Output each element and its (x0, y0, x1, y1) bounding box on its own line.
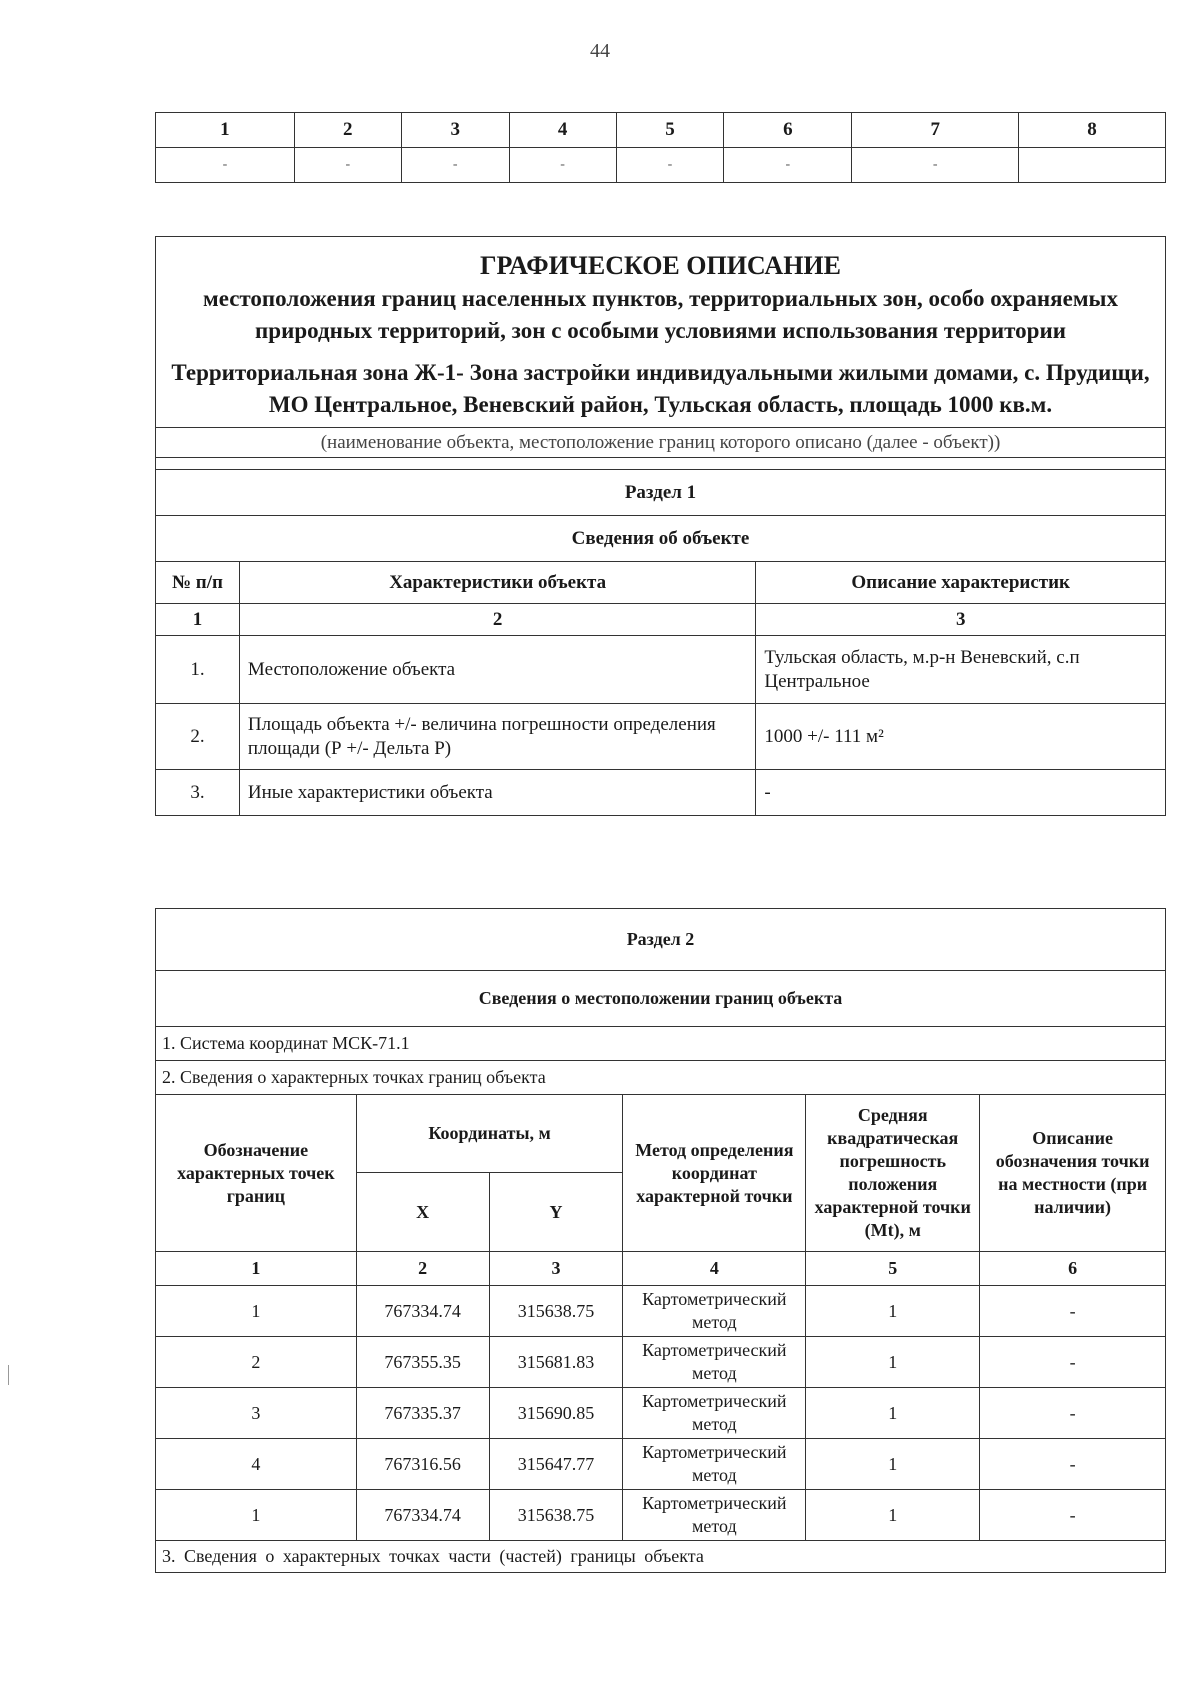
header-cell: 6 (724, 113, 852, 148)
header-cell: 4 (509, 113, 616, 148)
point-y: 315647.77 (489, 1439, 623, 1490)
column-number: 4 (623, 1252, 806, 1286)
header-cell: 5 (616, 113, 724, 148)
row-characteristic: Местоположение объекта (239, 636, 755, 704)
point-desc: - (980, 1337, 1166, 1388)
column-number: 2 (239, 604, 755, 636)
continuation-table (155, 112, 1166, 183)
parts-heading: 3. Сведения о характерных точках части (частей) границы объекта (156, 1541, 1166, 1573)
point-id: 2 (156, 1337, 357, 1388)
value-cell (1019, 148, 1166, 183)
scan-margin-mark (8, 1365, 9, 1385)
point-mt: 1 (806, 1388, 980, 1439)
column-header-description: Описание характеристик (756, 562, 1166, 604)
point-y: 315638.75 (489, 1490, 623, 1541)
continuation-header-row (156, 113, 1166, 148)
row-description: Тульская область, м.р-н Веневский, с.п Центральное (756, 636, 1166, 704)
point-row (156, 1337, 1166, 1388)
value-cell: - (401, 148, 509, 183)
point-y: 315638.75 (489, 1286, 623, 1337)
continuation-value-row (156, 148, 1166, 183)
document-title-block (156, 237, 1166, 428)
row-number: 3. (156, 770, 240, 816)
point-method: Картометрический метод (623, 1439, 806, 1490)
column-header-coords: Координаты, м (356, 1095, 623, 1173)
column-header-number: № п/п (156, 562, 240, 604)
column-number: 6 (980, 1252, 1166, 1286)
value-cell: - (156, 148, 295, 183)
section-2-table (155, 908, 1166, 1573)
point-method: Картометрический метод (623, 1490, 806, 1541)
value-cell: - (294, 148, 401, 183)
value-cell: - (852, 148, 1019, 183)
column-number: 2 (356, 1252, 489, 1286)
section-1-title: Раздел 1 (156, 470, 1166, 516)
value-cell: - (509, 148, 616, 183)
point-x: 767316.56 (356, 1439, 489, 1490)
value-cell: - (724, 148, 852, 183)
header-cell: 8 (1019, 113, 1166, 148)
point-mt: 1 (806, 1490, 980, 1541)
column-number: 1 (156, 604, 240, 636)
column-number-row (156, 1252, 1166, 1286)
point-y: 315681.83 (489, 1337, 623, 1388)
points-heading: 2. Сведения о характерных точках границ объекта (156, 1061, 1166, 1095)
point-row (156, 1286, 1166, 1337)
section-1-table (155, 236, 1166, 816)
point-desc: - (980, 1388, 1166, 1439)
point-id: 4 (156, 1439, 357, 1490)
spacer (156, 458, 1166, 470)
point-method: Картометрический метод (623, 1388, 806, 1439)
point-method: Картометрический метод (623, 1286, 806, 1337)
point-id: 1 (156, 1286, 357, 1337)
column-header-description: Описание обозначения точки на местности (при наличии) (980, 1095, 1166, 1252)
point-mt: 1 (806, 1337, 980, 1388)
point-x: 767355.35 (356, 1337, 489, 1388)
row-description: 1000 +/- 111 м² (756, 704, 1166, 770)
column-number: 1 (156, 1252, 357, 1286)
column-number-row (156, 604, 1166, 636)
column-header-accuracy: Средняя квадратическая погрешность положения характерной точки (Mt), м (806, 1095, 980, 1252)
point-row (156, 1388, 1166, 1439)
point-x: 767334.74 (356, 1490, 489, 1541)
header-cell: 7 (852, 113, 1019, 148)
point-desc: - (980, 1286, 1166, 1337)
point-x: 767335.37 (356, 1388, 489, 1439)
point-y: 315690.85 (489, 1388, 623, 1439)
header-cell: 2 (294, 113, 401, 148)
object-name: Территориальная зона Ж-1- Зона застройки индивидуальными жилыми домами, с. Прудищи, МО Центральное, Веневский район, Тульская область, площадь 1000 кв.м. (171, 360, 1150, 417)
point-id: 3 (156, 1388, 357, 1439)
point-desc: - (980, 1439, 1166, 1490)
document-title: ГРАФИЧЕСКОЕ ОПИСАНИЕ (480, 251, 841, 280)
column-number: 3 (756, 604, 1166, 636)
column-header-y: Y (489, 1173, 623, 1252)
column-number: 5 (806, 1252, 980, 1286)
column-number: 3 (489, 1252, 623, 1286)
point-desc: - (980, 1490, 1166, 1541)
value-cell: - (616, 148, 724, 183)
column-header-method: Метод определения координат характерной точки (623, 1095, 806, 1252)
point-x: 767334.74 (356, 1286, 489, 1337)
point-row (156, 1439, 1166, 1490)
column-header-x: X (356, 1173, 489, 1252)
object-caption: (наименование объекта, местоположение границ которого описано (далее - объект)) (156, 428, 1166, 458)
header-cell: 3 (401, 113, 509, 148)
table-row (156, 770, 1166, 816)
coordinate-system: 1. Система координат МСК-71.1 (156, 1027, 1166, 1061)
row-characteristic: Иные характеристики объекта (239, 770, 755, 816)
page-number: 44 (590, 40, 610, 62)
point-mt: 1 (806, 1439, 980, 1490)
row-characteristic: Площадь объекта +/- величина погрешности определения площади (Р +/- Дельта Р) (239, 704, 755, 770)
header-cell: 1 (156, 113, 295, 148)
document-subtitle: местоположения границ населенных пунктов, территориальных зон, особо охраняемых природных территорий, зон с особыми условиями использования территории (203, 286, 1118, 343)
section-1-subtitle: Сведения об объекте (156, 516, 1166, 562)
point-method: Картометрический метод (623, 1337, 806, 1388)
row-number: 1. (156, 636, 240, 704)
table-row (156, 636, 1166, 704)
table-row (156, 704, 1166, 770)
row-number: 2. (156, 704, 240, 770)
column-header-characteristic: Характеристики объекта (239, 562, 755, 604)
point-mt: 1 (806, 1286, 980, 1337)
column-header-point: Обозначение характерных точек границ (156, 1095, 357, 1252)
section-2-title: Раздел 2 (156, 909, 1166, 971)
section-2-subtitle: Сведения о местоположении границ объекта (156, 971, 1166, 1027)
point-row (156, 1490, 1166, 1541)
row-description: - (756, 770, 1166, 816)
point-id: 1 (156, 1490, 357, 1541)
